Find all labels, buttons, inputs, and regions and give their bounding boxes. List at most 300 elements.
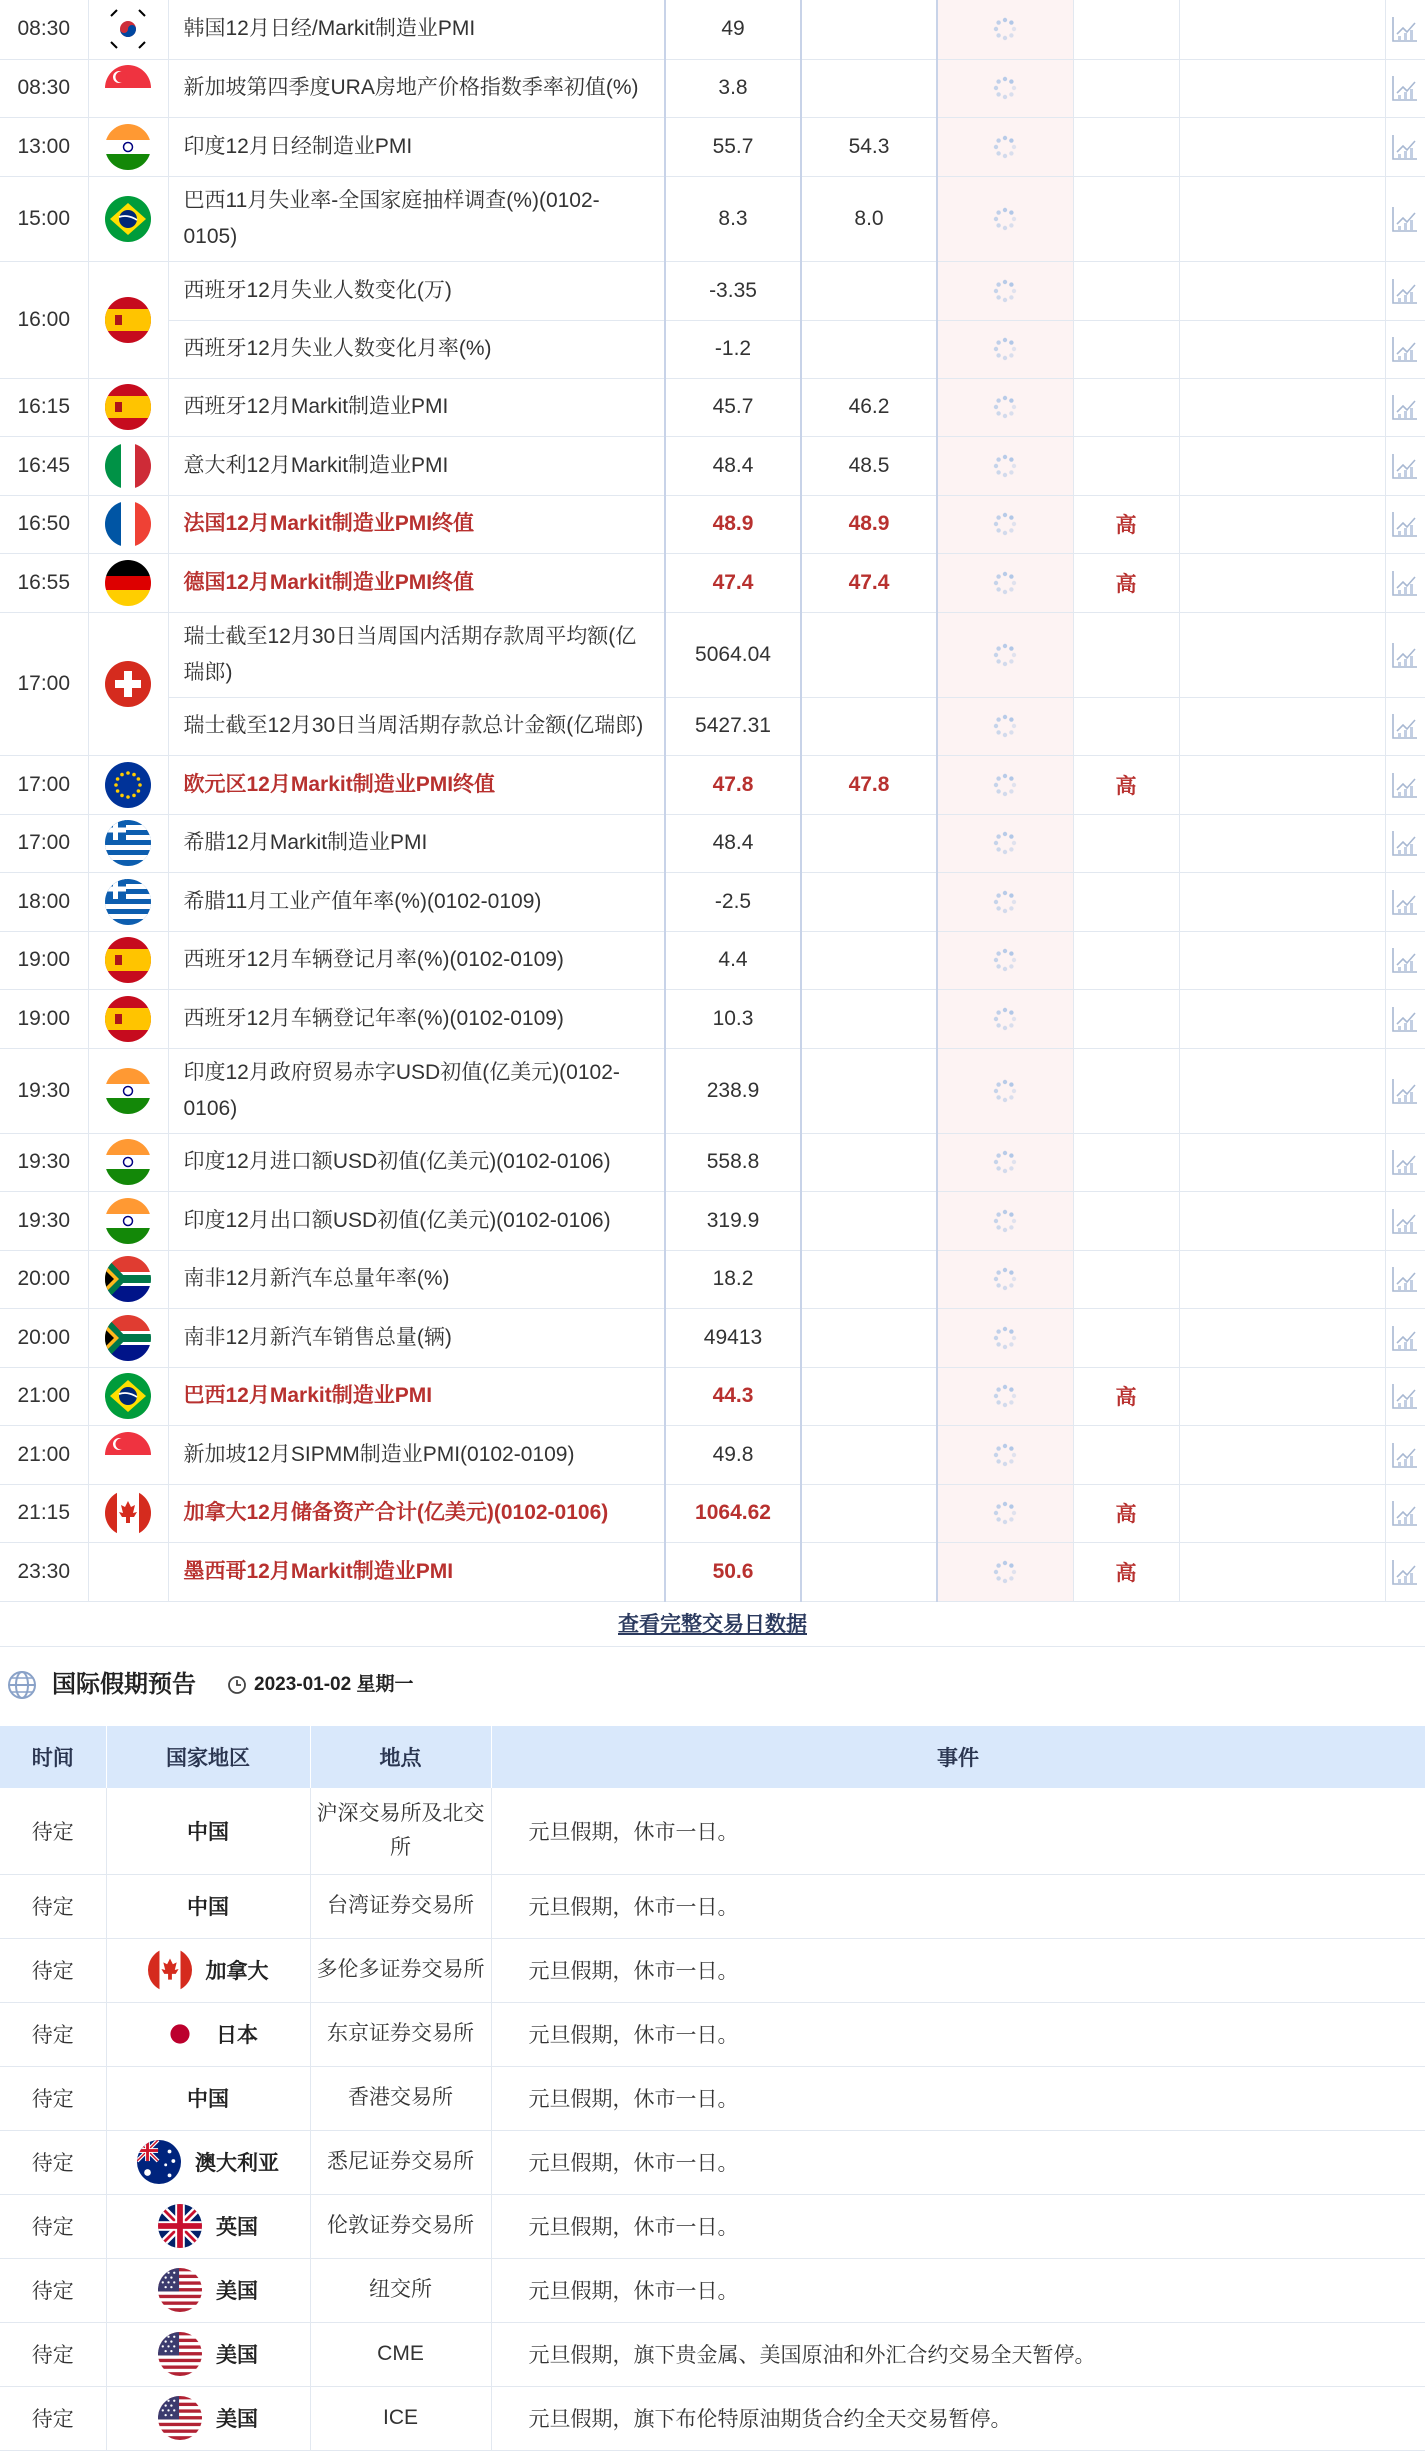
country-flag-cell — [88, 176, 168, 261]
empty-cell — [1179, 378, 1385, 436]
previous-value: 8.3 — [665, 176, 801, 261]
forecast-value — [801, 1484, 937, 1542]
importance-label — [1073, 814, 1179, 872]
country-flag-cell — [88, 931, 168, 989]
holiday-row — [0, 1788, 1425, 1874]
chart-icon[interactable] — [1390, 1440, 1420, 1470]
actual-value-loading — [937, 697, 1073, 755]
event-name[interactable]: 西班牙12月失业人数变化月率(%) — [168, 320, 665, 378]
loading-spinner-icon — [992, 772, 1018, 798]
chart-button[interactable] — [1385, 697, 1425, 755]
importance-label — [1073, 872, 1179, 931]
actual-value-loading — [937, 1133, 1073, 1191]
forecast-value — [801, 0, 937, 59]
chart-button[interactable] — [1385, 59, 1425, 117]
event-time: 21:00 — [0, 1367, 88, 1425]
loading-spinner-icon — [992, 511, 1018, 537]
holiday-row — [0, 2258, 1425, 2322]
event-name[interactable]: 西班牙12月车辆登记月率(%)(0102-0109) — [168, 931, 665, 989]
flag-usa-icon — [158, 2396, 202, 2440]
event-name[interactable]: 西班牙12月车辆登记年率(%)(0102-0109) — [168, 989, 665, 1048]
holiday-place: 台湾证券交易所 — [310, 1874, 491, 1938]
empty-cell — [1179, 697, 1385, 755]
previous-value: -1.2 — [665, 320, 801, 378]
country-flag-cell — [88, 1308, 168, 1367]
empty-cell — [1179, 1425, 1385, 1484]
holiday-event: 元旦假期，休市一日。 — [491, 1938, 1425, 2002]
loading-spinner-icon — [992, 336, 1018, 362]
calendar-row — [0, 1250, 1425, 1308]
event-time: 23:30 — [0, 1542, 88, 1601]
forecast-value — [801, 697, 937, 755]
previous-value: 49.8 — [665, 1425, 801, 1484]
country-flag-cell — [88, 436, 168, 495]
event-name[interactable]: 墨西哥12月Markit制造业PMI — [168, 1542, 665, 1601]
flag-singapore-icon — [105, 1432, 151, 1478]
actual-value-loading — [937, 59, 1073, 117]
holiday-section-title: 国际假期预告 — [52, 1671, 196, 1698]
empty-cell — [1179, 1484, 1385, 1542]
holiday-event: 元旦假期，旗下布伦特原油期货合约全天交易暂停。 — [491, 2386, 1425, 2450]
calendar-row — [0, 931, 1425, 989]
chart-icon[interactable] — [1390, 945, 1420, 975]
actual-value-loading — [937, 1250, 1073, 1308]
event-name[interactable]: 印度12月日经制造业PMI — [168, 117, 665, 176]
previous-value: 49 — [665, 0, 801, 59]
event-name[interactable]: 西班牙12月Markit制造业PMI — [168, 378, 665, 436]
empty-cell — [1179, 261, 1385, 320]
country-name: 澳大利亚 — [195, 2152, 279, 2175]
holiday-place: 多伦多证券交易所 — [310, 1938, 491, 2002]
flag-australia-icon — [137, 2140, 181, 2184]
forecast-value: 48.5 — [801, 436, 937, 495]
previous-value: 3.8 — [665, 59, 801, 117]
flag-usa-icon — [158, 2268, 202, 2312]
chart-icon[interactable] — [1390, 1557, 1420, 1587]
empty-cell — [1179, 176, 1385, 261]
event-name[interactable]: 新加坡第四季度URA房地产价格指数季率初值(%) — [168, 59, 665, 117]
chart-icon[interactable] — [1390, 14, 1420, 44]
previous-value: 45.7 — [665, 378, 801, 436]
chart-button[interactable] — [1385, 1425, 1425, 1484]
event-name[interactable]: 巴西11月失业率-全国家庭抽样调查(%)(0102-0105) — [168, 176, 665, 261]
holiday-section-header — [0, 1655, 1425, 1715]
event-name[interactable]: 意大利12月Markit制造业PMI — [168, 436, 665, 495]
calendar-row — [0, 872, 1425, 931]
chart-button[interactable] — [1385, 261, 1425, 320]
holiday-row — [0, 2066, 1425, 2130]
holiday-event: 元旦假期，休市一日。 — [491, 2002, 1425, 2066]
chart-button[interactable] — [1385, 1367, 1425, 1425]
chart-button[interactable] — [1385, 436, 1425, 495]
loading-spinner-icon — [992, 889, 1018, 915]
calendar-row — [0, 261, 1425, 320]
importance-label: 高 — [1073, 755, 1179, 814]
previous-value: 1064.62 — [665, 1484, 801, 1542]
event-name[interactable]: 新加坡12月SIPMM制造业PMI(0102-0109) — [168, 1425, 665, 1484]
holiday-country — [106, 1938, 310, 2002]
chart-button[interactable] — [1385, 814, 1425, 872]
calendar-row — [0, 320, 1425, 378]
chart-icon[interactable] — [1390, 204, 1420, 234]
actual-value-loading — [937, 0, 1073, 59]
forecast-value — [801, 1425, 937, 1484]
chart-icon[interactable] — [1390, 828, 1420, 858]
holiday-time: 待定 — [0, 1938, 106, 2002]
event-name[interactable]: 印度12月进口额USD初值(亿美元)(0102-0106) — [168, 1133, 665, 1191]
importance-label: 高 — [1073, 495, 1179, 553]
flag-usa-icon — [158, 2332, 202, 2376]
chart-button[interactable] — [1385, 1250, 1425, 1308]
previous-value: 55.7 — [665, 117, 801, 176]
flag-india-icon — [105, 1068, 151, 1114]
holiday-time: 待定 — [0, 2258, 106, 2322]
importance-label: 高 — [1073, 553, 1179, 612]
chart-icon[interactable] — [1390, 1206, 1420, 1236]
chart-button[interactable] — [1385, 1133, 1425, 1191]
empty-cell — [1179, 117, 1385, 176]
chart-icon[interactable] — [1390, 1264, 1420, 1294]
forecast-value — [801, 989, 937, 1048]
event-name[interactable]: 德国12月Markit制造业PMI终值 — [168, 553, 665, 612]
country-flag-cell — [88, 117, 168, 176]
event-name[interactable]: 希腊11月工业产值年率(%)(0102-0109) — [168, 872, 665, 931]
event-name[interactable]: 南非12月新汽车总量年率(%) — [168, 1250, 665, 1308]
flag-spain-icon — [105, 384, 151, 430]
country-name: 美国 — [216, 2408, 258, 2431]
forecast-value — [801, 1133, 937, 1191]
country-flag-cell — [88, 1367, 168, 1425]
event-time: 20:00 — [0, 1250, 88, 1308]
chart-button[interactable] — [1385, 176, 1425, 261]
importance-label — [1073, 697, 1179, 755]
calendar-row — [0, 755, 1425, 814]
holiday-time: 待定 — [0, 1874, 106, 1938]
calendar-row — [0, 697, 1425, 755]
chart-icon[interactable] — [1390, 1076, 1420, 1106]
flag-greece-icon — [105, 820, 151, 866]
empty-cell — [1179, 755, 1385, 814]
importance-label — [1073, 1250, 1179, 1308]
event-time: 16:55 — [0, 553, 88, 612]
calendar-row — [0, 1484, 1425, 1542]
empty-cell — [1179, 612, 1385, 697]
actual-value-loading — [937, 612, 1073, 697]
country-name: 日本 — [216, 2024, 258, 2047]
importance-label — [1073, 1133, 1179, 1191]
event-name[interactable]: 瑞士截至12月30日当周活期存款总计金额(亿瑞郎) — [168, 697, 665, 755]
holiday-row — [0, 2194, 1425, 2258]
forecast-value — [801, 814, 937, 872]
holiday-place: 纽交所 — [310, 2258, 491, 2322]
chart-button[interactable] — [1385, 0, 1425, 59]
country-name: 英国 — [216, 2216, 258, 2239]
holiday-time: 待定 — [0, 2194, 106, 2258]
flag-eurozone-icon — [105, 762, 151, 808]
calendar-row — [0, 59, 1425, 117]
holiday-event: 元旦假期，休市一日。 — [491, 2194, 1425, 2258]
loading-spinner-icon — [992, 1500, 1018, 1526]
event-name[interactable]: 印度12月政府贸易赤字USD初值(亿美元)(0102-0106) — [168, 1048, 665, 1133]
holiday-event: 元旦假期，休市一日。 — [491, 1788, 1425, 1874]
previous-value: 238.9 — [665, 1048, 801, 1133]
forecast-value — [801, 612, 937, 697]
calendar-row — [0, 814, 1425, 872]
previous-value: -3.35 — [665, 261, 801, 320]
country-flag-cell — [88, 495, 168, 553]
chart-button[interactable] — [1385, 1542, 1425, 1601]
chart-icon[interactable] — [1390, 711, 1420, 741]
forecast-value: 8.0 — [801, 176, 937, 261]
flag-spain-icon — [105, 996, 151, 1042]
holiday-event: 元旦假期，旗下贵金属、美国原油和外汇合约交易全天暂停。 — [491, 2322, 1425, 2386]
importance-label — [1073, 320, 1179, 378]
calendar-row — [0, 553, 1425, 612]
empty-cell — [1179, 989, 1385, 1048]
forecast-value: 46.2 — [801, 378, 937, 436]
importance-label — [1073, 117, 1179, 176]
empty-cell — [1179, 1048, 1385, 1133]
chart-button[interactable] — [1385, 612, 1425, 697]
chart-icon[interactable] — [1390, 887, 1420, 917]
flag-japan-icon — [158, 2012, 202, 2056]
chart-button[interactable] — [1385, 931, 1425, 989]
holiday-time: 待定 — [0, 2066, 106, 2130]
chart-button[interactable] — [1385, 1048, 1425, 1133]
previous-value: 319.9 — [665, 1191, 801, 1250]
holiday-table — [0, 1726, 1425, 2451]
header-place: 地点 — [310, 1726, 491, 1788]
event-time: 21:00 — [0, 1425, 88, 1484]
actual-value-loading — [937, 378, 1073, 436]
forecast-value — [801, 872, 937, 931]
flag-korea-icon — [105, 6, 151, 52]
event-time: 21:15 — [0, 1484, 88, 1542]
forecast-value: 47.4 — [801, 553, 937, 612]
chart-icon[interactable] — [1390, 1147, 1420, 1177]
importance-label — [1073, 0, 1179, 59]
holiday-row — [0, 1874, 1425, 1938]
holiday-event: 元旦假期，休市一日。 — [491, 2258, 1425, 2322]
previous-value: 4.4 — [665, 931, 801, 989]
chart-icon[interactable] — [1390, 509, 1420, 539]
chart-icon[interactable] — [1390, 1323, 1420, 1353]
importance-label — [1073, 436, 1179, 495]
importance-label: 高 — [1073, 1484, 1179, 1542]
country-name: 中国 — [187, 1820, 229, 1844]
flag-india-icon — [105, 124, 151, 170]
actual-value-loading — [937, 814, 1073, 872]
event-name[interactable]: 韩国12月日经/Markit制造业PMI — [168, 0, 665, 59]
event-time: 20:00 — [0, 1308, 88, 1367]
chart-button[interactable] — [1385, 1191, 1425, 1250]
event-time: 13:00 — [0, 117, 88, 176]
loading-spinner-icon — [992, 1149, 1018, 1175]
event-time: 16:50 — [0, 495, 88, 553]
holiday-country — [106, 2066, 310, 2130]
calendar-row — [0, 495, 1425, 553]
chart-icon[interactable] — [1390, 132, 1420, 162]
previous-value: 47.8 — [665, 755, 801, 814]
importance-label — [1073, 378, 1179, 436]
event-name[interactable]: 希腊12月Markit制造业PMI — [168, 814, 665, 872]
holiday-row — [0, 2130, 1425, 2194]
chart-icon[interactable] — [1390, 770, 1420, 800]
country-flag-cell — [88, 0, 168, 59]
previous-value: 5427.31 — [665, 697, 801, 755]
flag-germany-icon — [105, 560, 151, 606]
forecast-value — [801, 1542, 937, 1601]
forecast-value: 48.9 — [801, 495, 937, 553]
flag-italy-icon — [105, 443, 151, 489]
empty-cell — [1179, 320, 1385, 378]
loading-spinner-icon — [992, 206, 1018, 232]
empty-cell — [1179, 1308, 1385, 1367]
country-flag-cell — [88, 1191, 168, 1250]
loading-spinner-icon — [992, 642, 1018, 668]
flag-south-africa-icon — [105, 1256, 151, 1302]
chart-button[interactable] — [1385, 117, 1425, 176]
importance-label — [1073, 261, 1179, 320]
importance-label — [1073, 1048, 1179, 1133]
chart-icon[interactable] — [1390, 1381, 1420, 1411]
chart-button[interactable] — [1385, 989, 1425, 1048]
country-flag-cell — [88, 59, 168, 117]
holiday-place: ICE — [310, 2386, 491, 2450]
loading-spinner-icon — [992, 16, 1018, 42]
loading-spinner-icon — [992, 134, 1018, 160]
holiday-row — [0, 1938, 1425, 2002]
actual-value-loading — [937, 1367, 1073, 1425]
flag-india-icon — [105, 1139, 151, 1185]
calendar-row — [0, 378, 1425, 436]
loading-spinner-icon — [992, 75, 1018, 101]
holiday-place: 香港交易所 — [310, 2066, 491, 2130]
flag-canada-icon — [105, 1490, 151, 1536]
chart-icon[interactable] — [1390, 73, 1420, 103]
chart-button[interactable] — [1385, 755, 1425, 814]
actual-value-loading — [937, 989, 1073, 1048]
flag-uk-icon — [158, 2204, 202, 2248]
chart-icon[interactable] — [1390, 568, 1420, 598]
calendar-row — [0, 612, 1425, 697]
empty-cell — [1179, 59, 1385, 117]
chart-button[interactable] — [1385, 872, 1425, 931]
forecast-value — [801, 1367, 937, 1425]
calendar-row — [0, 1367, 1425, 1425]
empty-cell — [1179, 872, 1385, 931]
holiday-time: 待定 — [0, 2322, 106, 2386]
calendar-row — [0, 989, 1425, 1048]
forecast-value — [801, 1250, 937, 1308]
actual-value-loading — [937, 1484, 1073, 1542]
event-time: 19:00 — [0, 931, 88, 989]
forecast-value — [801, 261, 937, 320]
chart-button[interactable] — [1385, 495, 1425, 553]
empty-cell — [1179, 1367, 1385, 1425]
event-time: 17:00 — [0, 755, 88, 814]
country-flag-cell — [88, 1484, 168, 1542]
event-name[interactable]: 巴西12月Markit制造业PMI — [168, 1367, 665, 1425]
forecast-value: 54.3 — [801, 117, 937, 176]
country-flag-cell — [88, 814, 168, 872]
holiday-country — [106, 2386, 310, 2450]
flag-brazil-icon — [105, 196, 151, 242]
loading-spinner-icon — [992, 1442, 1018, 1468]
event-name[interactable]: 西班牙12月失业人数变化(万) — [168, 261, 665, 320]
flag-south-africa-icon — [105, 1315, 151, 1361]
country-name: 中国 — [187, 2088, 229, 2111]
clock-icon — [227, 1675, 247, 1695]
event-time: 17:00 — [0, 612, 88, 755]
actual-value-loading — [937, 1048, 1073, 1133]
event-time: 08:30 — [0, 59, 88, 117]
empty-cell — [1179, 1542, 1385, 1601]
chart-icon[interactable] — [1390, 334, 1420, 364]
event-name[interactable]: 欧元区12月Markit制造业PMI终值 — [168, 755, 665, 814]
event-name[interactable]: 瑞士截至12月30日当周国内活期存款周平均额(亿瑞郎) — [168, 612, 665, 697]
forecast-value — [801, 1191, 937, 1250]
calendar-row — [0, 1133, 1425, 1191]
chart-icon[interactable] — [1390, 1498, 1420, 1528]
chart-icon[interactable] — [1390, 451, 1420, 481]
actual-value-loading — [937, 495, 1073, 553]
event-name[interactable]: 印度12月出口额USD初值(亿美元)(0102-0106) — [168, 1191, 665, 1250]
globe-icon — [6, 1669, 38, 1701]
holiday-row — [0, 2322, 1425, 2386]
flag-india-icon — [105, 1198, 151, 1244]
chart-icon[interactable] — [1390, 640, 1420, 670]
holiday-event: 元旦假期，休市一日。 — [491, 1874, 1425, 1938]
flag-switzerland-icon — [105, 661, 151, 707]
chart-button[interactable] — [1385, 1308, 1425, 1367]
holiday-country — [106, 2130, 310, 2194]
chart-button[interactable] — [1385, 553, 1425, 612]
chart-button[interactable] — [1385, 378, 1425, 436]
importance-label — [1073, 1308, 1179, 1367]
holiday-place: CME — [310, 2322, 491, 2386]
country-flag-cell — [88, 378, 168, 436]
event-name[interactable]: 加拿大12月储备资产合计(亿美元)(0102-0106) — [168, 1484, 665, 1542]
country-flag-cell — [88, 872, 168, 931]
event-name[interactable]: 南非12月新汽车销售总量(辆) — [168, 1308, 665, 1367]
loading-spinner-icon — [992, 830, 1018, 856]
forecast-value — [801, 320, 937, 378]
event-name[interactable]: 法国12月Markit制造业PMI终值 — [168, 495, 665, 553]
importance-label — [1073, 59, 1179, 117]
actual-value-loading — [937, 1308, 1073, 1367]
event-time: 16:15 — [0, 378, 88, 436]
chart-button[interactable] — [1385, 320, 1425, 378]
previous-value: 18.2 — [665, 1250, 801, 1308]
chart-icon[interactable] — [1390, 276, 1420, 306]
loading-spinner-icon — [992, 1559, 1018, 1585]
country-name: 美国 — [216, 2344, 258, 2367]
view-full-day-link[interactable]: 查看完整交易日数据 — [618, 1613, 807, 1636]
chart-button[interactable] — [1385, 1484, 1425, 1542]
loading-spinner-icon — [992, 394, 1018, 420]
chart-icon[interactable] — [1390, 392, 1420, 422]
holiday-time: 待定 — [0, 2386, 106, 2450]
previous-value: 558.8 — [665, 1133, 801, 1191]
chart-icon[interactable] — [1390, 1004, 1420, 1034]
flag-spain-icon — [105, 297, 151, 343]
header-country: 国家地区 — [106, 1726, 310, 1788]
event-time: 16:45 — [0, 436, 88, 495]
previous-value: 48.4 — [665, 436, 801, 495]
header-event: 事件 — [491, 1726, 1425, 1788]
holiday-country — [106, 1874, 310, 1938]
